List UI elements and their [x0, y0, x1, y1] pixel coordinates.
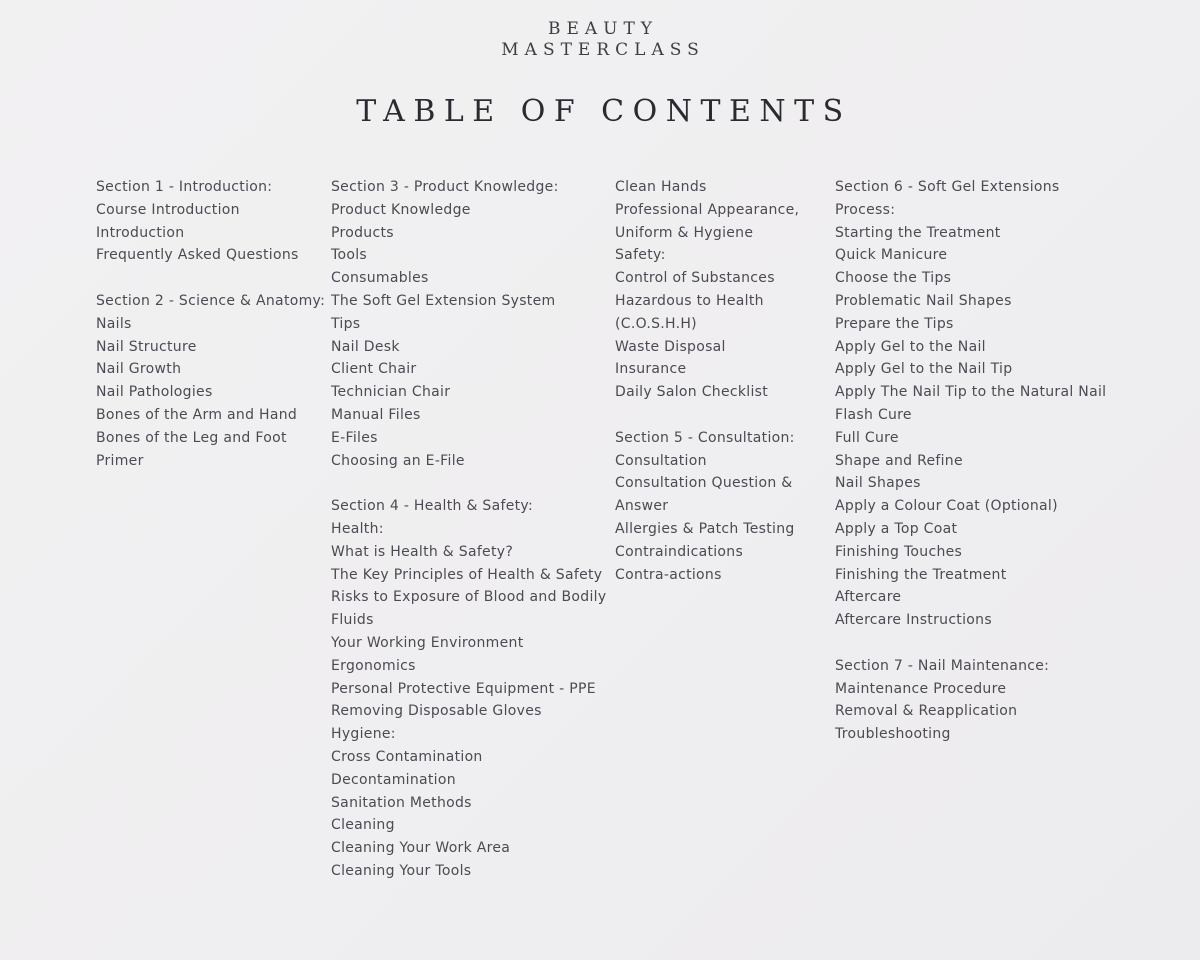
toc-entry: Safety: — [615, 247, 666, 264]
toc-section-heading: Section 4 - Health & Safety: — [331, 498, 533, 515]
toc-column-4 — [835, 176, 1110, 746]
toc-entry: Prepare the Tips — [835, 315, 954, 332]
toc-entry: Finishing Touches — [835, 543, 963, 560]
brand-line-2: MASTERCLASS — [501, 40, 705, 60]
block-spacer — [331, 472, 601, 495]
toc-block — [615, 176, 820, 404]
toc-entry: What is Health & Safety? — [331, 543, 514, 560]
toc-section-heading: Section 6 - Soft Gel Extensions — [835, 179, 1060, 195]
toc-entry: Finishing the Treatment — [835, 566, 1007, 583]
toc-entry: Starting the Treatment — [835, 224, 1001, 241]
toc-entry: Troubleshooting — [835, 726, 951, 743]
toc-entry: Allergies & Patch Testing — [615, 520, 795, 537]
toc-entry: Consultation — [615, 452, 707, 469]
toc-entry: Waste Disposal — [615, 338, 726, 355]
toc-entry: Client Chair — [331, 361, 417, 378]
toc-section-heading: Section 2 - Science & Anatomy: — [96, 292, 326, 309]
toc-section-heading: Section 3 - Product Knowledge: — [331, 179, 559, 195]
toc-column-2 — [331, 176, 607, 883]
toc-entry: Nail Growth — [96, 361, 182, 378]
toc-entry: Nails — [96, 315, 132, 332]
toc-entry: Your Working Environment — [331, 634, 524, 651]
toc-entry: Contraindications — [615, 543, 744, 560]
toc-entry: Nail Shapes — [835, 475, 921, 492]
toc-entry: Cleaning Your Tools — [331, 862, 472, 879]
toc-entry: Nail Pathologies — [96, 384, 213, 401]
toc-column-1 — [96, 176, 326, 472]
toc-entry: Shape and Refine — [835, 452, 963, 469]
toc-entry: Contra-actions — [615, 566, 722, 583]
toc-entry: Apply Gel to the Nail Tip — [835, 361, 1013, 378]
toc-entry: Nail Desk — [331, 338, 400, 355]
toc-entry: Products — [331, 224, 394, 241]
toc-entry: Primer — [96, 452, 144, 469]
brand-line-1: BEAUTY — [547, 19, 659, 39]
toc-entry: Control of Substances — [615, 270, 775, 287]
toc-column-3 — [615, 176, 820, 586]
toc-entry: Personal Protective Equipment - PPE — [331, 680, 596, 697]
toc-entry: Quick Manicure — [835, 247, 948, 264]
toc-entry: Bones of the Arm and Hand — [96, 406, 298, 423]
toc-entry: Cross Contamination — [331, 748, 483, 765]
toc-entry: Uniform & Hygiene — [615, 224, 754, 241]
toc-entry: Aftercare Instructions — [835, 612, 992, 629]
toc-entry: Maintenance Procedure — [835, 680, 1007, 697]
toc-entry: Course Introduction — [96, 201, 240, 218]
toc-entry: Choose the Tips — [835, 270, 952, 287]
toc-entry: Insurance — [615, 361, 687, 378]
toc-block — [835, 176, 1110, 632]
toc-entry: Answer — [615, 498, 669, 515]
toc-entry: Apply Gel to the Nail — [835, 338, 986, 355]
toc-block — [96, 290, 326, 472]
toc-entry: Process: — [835, 201, 896, 218]
brand-logo — [0, 19, 1200, 61]
toc-entry: The Key Principles of Health & Safety — [331, 566, 603, 583]
toc-entry: Hygiene: — [331, 726, 396, 743]
toc-block — [96, 176, 321, 267]
toc-entry: Manual Files — [331, 406, 421, 423]
toc-block — [615, 427, 820, 587]
toc-entry: Hazardous to Health — [615, 292, 764, 309]
toc-entry: Removing Disposable Gloves — [331, 703, 542, 720]
toc-entry: The Soft Gel Extension System — [331, 292, 556, 309]
toc-entry: Problematic Nail Shapes — [835, 292, 1012, 309]
toc-entry: Full Cure — [835, 429, 899, 446]
toc-entry: Introduction — [96, 224, 185, 241]
toc-section-heading: Section 1 - Introduction: — [96, 179, 273, 195]
toc-entry: Apply a Colour Coat (Optional) — [835, 498, 1058, 515]
toc-section-heading: Section 5 - Consultation: — [615, 429, 795, 446]
toc-entry: Daily Salon Checklist — [615, 384, 769, 401]
toc-entry: Sanitation Methods — [331, 794, 472, 811]
toc-block — [835, 655, 1110, 746]
toc-entry: Health: — [331, 520, 384, 537]
block-spacer — [835, 632, 1110, 655]
toc-section-heading: Section 7 - Nail Maintenance: — [835, 657, 1050, 674]
toc-entry: Tools — [331, 247, 367, 264]
toc-entry: Ergonomics — [331, 657, 416, 674]
toc-entry: Tips — [331, 315, 361, 332]
block-spacer — [615, 404, 820, 427]
toc-entry: Fluids — [331, 612, 374, 629]
toc-entry: (C.O.S.H.H) — [615, 315, 697, 332]
page-title: TABLE OF CONTENTS — [356, 94, 852, 129]
toc-entry: Clean Hands — [615, 179, 707, 195]
toc-block — [331, 176, 601, 472]
toc-entry: Professional Appearance, — [615, 201, 800, 218]
block-spacer — [96, 267, 321, 290]
toc-entry: Apply a Top Coat — [835, 520, 958, 537]
toc-entry: Risks to Exposure of Blood and Bodily — [331, 589, 607, 606]
toc-entry: Bones of the Leg and Foot — [96, 429, 287, 446]
toc-entry: Aftercare — [835, 589, 902, 606]
toc-entry: Apply The Nail Tip to the Natural Nail — [835, 384, 1107, 401]
toc-entry: Cleaning Your Work Area — [331, 840, 511, 857]
toc-entry: Removal & Reapplication — [835, 703, 1018, 720]
toc-entry: E-Files — [331, 429, 378, 446]
toc-entry: Decontamination — [331, 771, 456, 788]
toc-entry: Product Knowledge — [331, 201, 471, 218]
toc-block — [331, 495, 607, 883]
toc-entry: Flash Cure — [835, 406, 912, 423]
toc-entry: Frequently Asked Questions — [96, 247, 299, 264]
toc-entry: Technician Chair — [331, 384, 451, 401]
toc-entry: Cleaning — [331, 817, 395, 834]
toc-entry: Consumables — [331, 270, 429, 287]
toc-entry: Choosing an E-File — [331, 452, 465, 469]
toc-entry: Nail Structure — [96, 338, 197, 355]
toc-entry: Consultation Question & — [615, 475, 793, 492]
